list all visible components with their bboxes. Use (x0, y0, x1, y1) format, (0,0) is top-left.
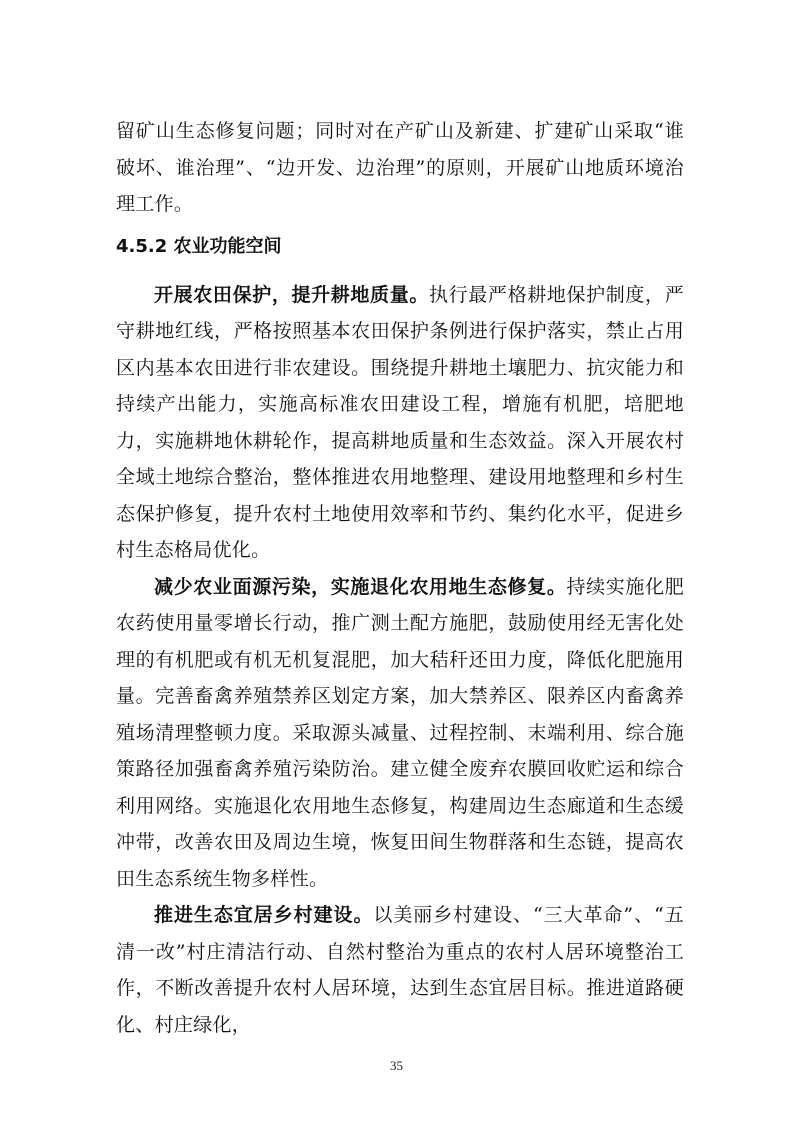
paragraph-body: 持续实施化肥农药使用量零增长行动，推广测土配方施肥，鼓励使用经无害化处理的有机肥或有机无机复混肥，加大秸秆还田力度，降低化肥施用量。完善畜禽养殖禁养区划定方案，加大禁养区、限养区内畜禽养殖场清理整顿力度。采取源头减量、过程控制、末端利用、综合施策路径加强畜禽养殖污染防治。建立健全废弃农膜回收贮运和综合利用网络。实施退化农用地生态修复，构建周边生态廊道和生态缓冲带，改善农田及周边生境，恢复田间生物群落和生态链，提高农田生态系统生物多样性。 (116, 575, 684, 890)
paragraph-body: 执行最严格耕地保护制度，严守耕地红线，严格按照基本农田保护条例进行保护落实，禁止占用区内基本农田进行非农建设。围绕提升耕地土壤肥力、抗灾能力和持续产出能力，实施高标准农田建设工程，增施有机肥，培肥地力，实施耕地休耕轮作，提高耕地质量和生态效益。深入开展农村全域土地综合整治，整体推进农用地整理、建设用地整理和乡村生态保护修复，提升农村土地使用效率和节约、集约化水平，促进乡村生态格局优化。 (116, 283, 685, 561)
page-number: 35 (390, 1058, 403, 1073)
paragraph-lead: 推进生态宜居乡村建设。 (154, 904, 374, 926)
paragraph-pollution-reduction (116, 569, 684, 898)
paragraph-farmland-protection (116, 277, 684, 569)
document-page (116, 113, 684, 1043)
paragraph-livable-village (116, 897, 684, 1043)
section-heading: 4.5.2 农业功能空间 (116, 235, 282, 257)
paragraph-lead: 开展农田保护，提升耕地质量。 (154, 283, 429, 306)
continuation-paragraph: 留矿山生态修复问题；同时对在产矿山及新建、扩建矿山采取“谁破坏、谁治理”、“边开发、边治理”的原则，开展矿山地质环境治理工作。 (116, 120, 684, 215)
paragraph-lead: 减少农业面源污染，实施退化农用地生态修复。 (154, 575, 567, 598)
paragraph-body: 以美丽乡村建设、“三大革命”、“五清一改”村庄清洁行动、自然村整治为重点的农村人居环境整治工作，不断改善提升农村人居环境，达到生态宜居目标。推进道路硬化、村庄绿化， (116, 904, 684, 1036)
